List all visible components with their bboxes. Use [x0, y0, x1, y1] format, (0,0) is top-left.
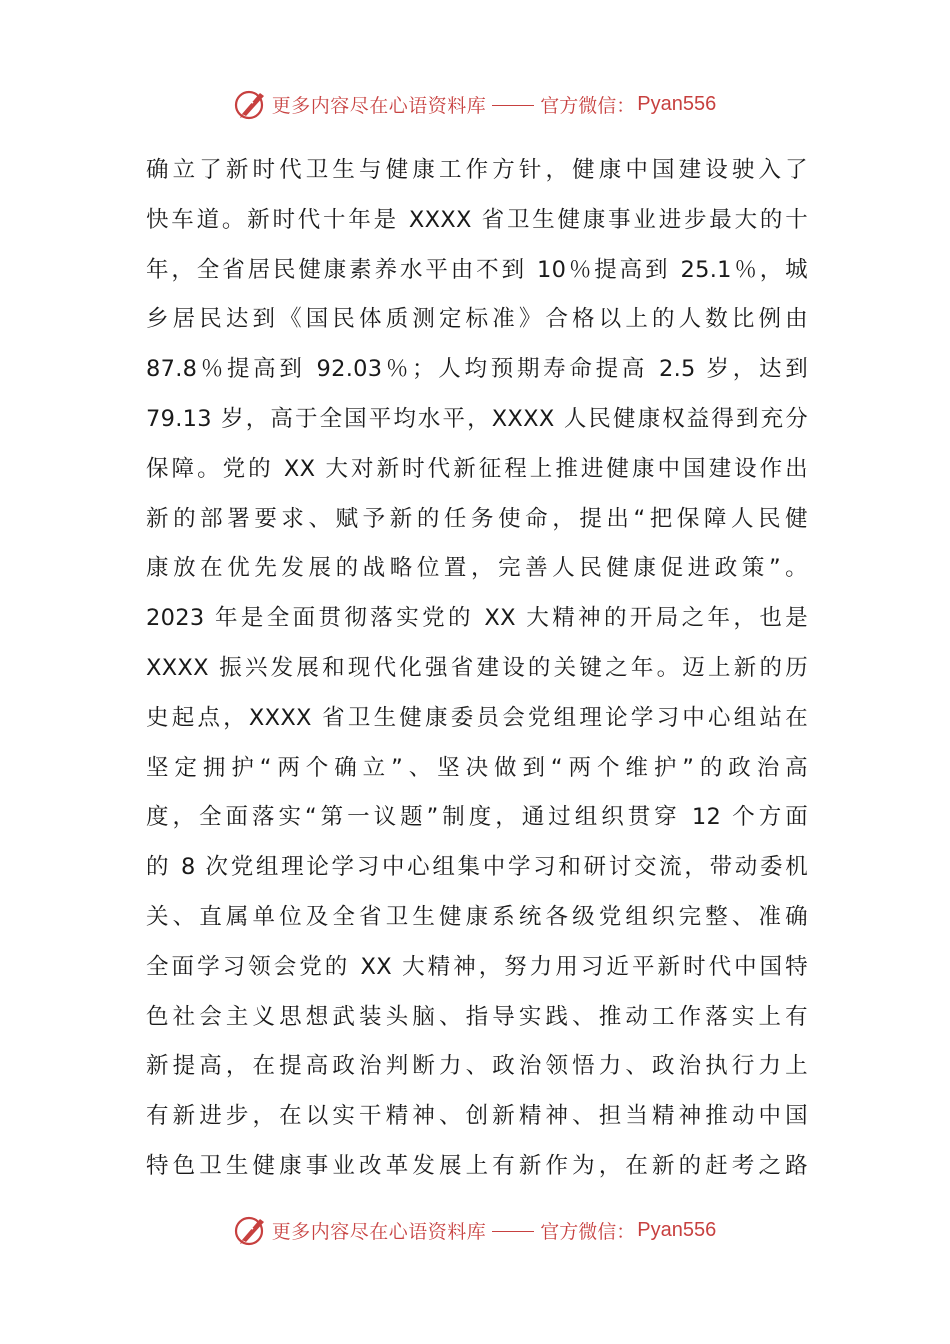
- header-watermark-banner: [0, 84, 950, 124]
- body-line: 2023 年是全面贯彻落实党的 XX 大精神的开局之年，也是: [146, 605, 808, 632]
- body-line: 关、直属单位及全省卫生健康系统各级党组织完整、准确: [146, 903, 808, 930]
- pen-logo-icon: [234, 87, 268, 121]
- body-line: 87.8％提高到 92.03％；人均预期寿命提高 2.5 岁，达到: [146, 356, 808, 383]
- body-line: 快车道。新时代十年是 XXXX 省卫生健康事业进步最大的十: [146, 206, 808, 233]
- header-brand-text: 更多内容尽在心语资料库: [271, 94, 487, 117]
- document-body: [146, 146, 808, 1192]
- body-line: 年，全省居民健康素养水平由不到 10％提高到 25.1％，城: [146, 256, 808, 283]
- footer-wechat-account: Pyan556: [637, 1218, 717, 1241]
- footer-watermark-banner: [0, 1210, 950, 1250]
- body-line: 度，全面落实“第一议题”制度，通过组织贯穿 12 个方面: [146, 804, 808, 831]
- body-line: 坚定拥护“两个确立”、坚决做到“两个维护”的政治高: [146, 754, 808, 781]
- body-line: 新提高，在提高政治判断力、政治领悟力、政治执行力上: [146, 1053, 808, 1080]
- body-line: 的 8 次党组理论学习中心组集中学习和研讨交流，带动委机: [146, 854, 808, 881]
- header-dash-divider: [492, 105, 534, 106]
- footer-brand-text: 更多内容尽在心语资料库: [271, 1220, 487, 1243]
- body-line: 特色卫生健康事业改革发展上有新作为，在新的赶考之路: [146, 1152, 808, 1179]
- body-line: 康放在优先发展的战略位置，完善人民健康促进政策”。: [146, 555, 808, 582]
- body-line: 确立了新时代卫生与健康工作方针，健康中国建设驶入了: [146, 157, 808, 183]
- body-line: 79.13 岁，高于全国平均水平，XXXX 人民健康权益得到充分: [146, 405, 808, 432]
- body-line: 保障。党的 XX 大对新时代新征程上推进健康中国建设作出: [146, 455, 808, 482]
- body-line: 全面学习领会党的 XX 大精神，努力用习近平新时代中国特: [146, 953, 808, 980]
- body-line: 乡居民达到《国民体质测定标准》合格以上的人数比例由: [146, 306, 808, 333]
- body-line: 史起点，XXXX 省卫生健康委员会党组理论学习中心组站在: [146, 704, 808, 731]
- footer-dash-divider: [492, 1231, 534, 1232]
- pen-logo-icon: [234, 1213, 268, 1247]
- header-wechat-account: Pyan556: [637, 92, 717, 115]
- footer-wechat-label: 官方微信：: [540, 1220, 636, 1243]
- body-line: 有新进步，在以实干精神、创新精神、担当精神推动中国: [146, 1103, 808, 1130]
- body-line: XXXX 振兴发展和现代化强省建设的关键之年。迈上新的历: [146, 654, 808, 681]
- header-wechat-label: 官方微信：: [540, 94, 636, 117]
- body-line: 色社会主义思想武装头脑、指导实践、推动工作落实上有: [146, 1003, 808, 1030]
- body-line: 新的部署要求、赋予新的任务使命，提出“把保障人民健: [146, 505, 808, 532]
